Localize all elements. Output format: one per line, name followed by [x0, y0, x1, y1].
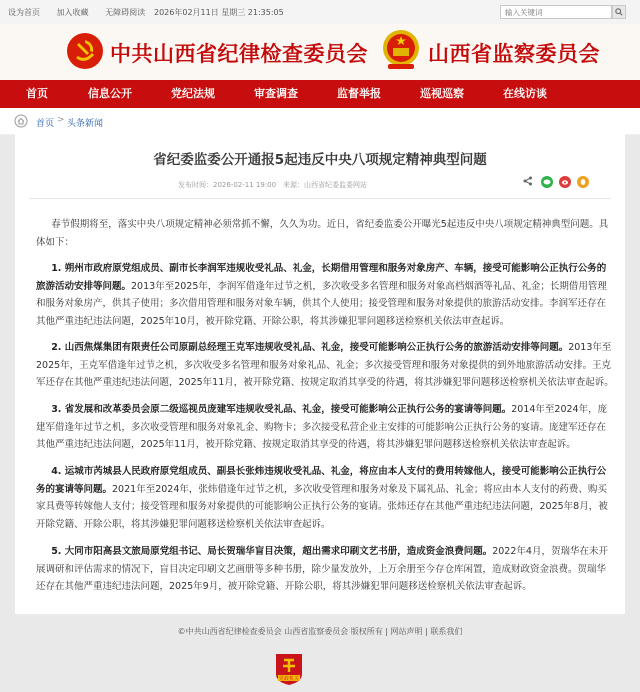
case-3-heading: 3. 省发展和改革委员会原二级巡视员庞建军违规收受礼品、礼金，接受可能影响公正执行公务的宴请等问题。 [51, 404, 512, 415]
article-title: 省纪委监委公开通报5起违反中央八项规定精神典型问题 [153, 152, 487, 168]
case-2-heading: 2. 山西焦煤集团有限责任公司原副总经理王克军违规收受礼品、礼金，接受可能影响公正执行公务的旅游活动安排等问题。 [51, 342, 569, 353]
search-button[interactable] [612, 5, 626, 19]
nav-interview[interactable]: 在线访谈 [503, 87, 547, 100]
party-emblem-icon [65, 31, 105, 71]
nav-inspection[interactable]: 巡视巡察 [420, 87, 464, 100]
nav-party-rules[interactable]: 党纪法规 [171, 87, 215, 100]
breadcrumb [0, 108, 640, 135]
main-nav [0, 80, 640, 108]
article-source: 来源：山西省纪委监委网站 [283, 181, 367, 189]
site-header [0, 24, 640, 80]
wechat-icon[interactable] [541, 176, 553, 188]
site-title-supervision: 山西省监察委员会 [428, 41, 600, 66]
nav-investigation[interactable]: 审查调查 [254, 87, 298, 100]
home-icon [14, 114, 28, 128]
case-4-body: 2021年至2024年，张炜借逢年过节之机，多次收受管理和服务对象及下属礼品、礼金；将应由本人支付的药费、购买家具费等转嫁他人支付；接受管理和服务对象提供的可能影响公正执行公务的宴请。张炜还存在其他严重违纪违法问题，2025年8月，被开除党籍、开除公职，将其涉嫌犯罪问题移送检察机关依法审查起诉。 [36, 483, 608, 530]
qq-icon[interactable] [577, 176, 589, 188]
add-favorite-link[interactable]: 加入收藏 [56, 8, 89, 17]
accessibility-link[interactable]: 无障碍阅读 [105, 8, 146, 17]
case-2-body: 2013年至2025年，王克军借逢年过节之机，多次收受多名管理和服务对象礼品、礼金；多次接受管理和服务对象提供的到外地旅游活动安排。王克军还存在其他严重违纪违法问题，2025年11月，被开除党籍、按规定取消其享受的待遇，将其涉嫌犯罪问题移送检察机关依法审查起诉。 [36, 342, 614, 388]
top-links [8, 7, 159, 18]
weibo-icon[interactable] [559, 176, 571, 188]
share-icon[interactable] [523, 176, 533, 186]
intro-text: 春节假期将至，落实中央八项规定精神必须常抓不懈，久久为功。近日，省纪委监委公开曝光5起违反中央八项规定精神典型问题。具体如下： [36, 219, 609, 248]
case-1-heading: 1. 朔州市政府原党组成员、副市长李润军违规收受礼品、礼金，长期借用管理和服务对象房产、车辆，接受可能影响公正执行公务的旅游活动安排等问题。 [36, 263, 607, 292]
breadcrumb-home[interactable]: 首页 [36, 119, 55, 129]
footer-text: ©中共山西省纪律检查委员会 山西省监察委员会 版权所有 | 网站声明 | 联系我们 [177, 627, 463, 636]
case-paragraph-4 [36, 463, 614, 533]
case-paragraph-2 [36, 339, 614, 392]
article-intro [36, 216, 614, 251]
case-4-heading: 4. 运城市芮城县人民政府原党组成员、副县长张炜违规收受礼品、礼金，将应由本人支付的费用转嫁他人，接受可能影响公正执行公务的宴请等问题。 [36, 466, 607, 495]
breadcrumb-current[interactable]: 头条新闻 [67, 119, 104, 129]
publish-time: 发布时间：2026-02-11 19:00 [178, 181, 277, 189]
title-divider [29, 198, 611, 199]
case-paragraph-5 [36, 543, 614, 596]
badge-label: 党政机关 [278, 676, 300, 682]
site-title-discipline: 中共山西省纪律检查委员会 [110, 41, 368, 66]
national-emblem-icon [380, 28, 422, 72]
case-paragraph-1 [36, 260, 614, 330]
breadcrumb-separator: > [57, 115, 65, 125]
case-3-body: 2014年至2024年，庞建军借逢年过节之机，多次收受管理和服务对象礼金、购物卡；多次接受私营企业主安排的可能影响公正执行公务的宴请。庞建军还存在其他严重违纪违法问题，2025年11月，被开除党籍、按规定取消其享受的待遇，将其涉嫌犯罪问题移送检察机关依法审查起诉。 [36, 404, 608, 450]
nav-info-disclosure[interactable]: 信息公开 [88, 87, 132, 100]
top-bar [0, 0, 640, 24]
nav-home[interactable]: 首页 [26, 87, 48, 100]
nav-report[interactable]: 监督举报 [337, 87, 381, 100]
case-5-body: 2022年4月，贺瑞华在未开展调研和评估需求的情况下，盲目决定印刷文艺画册等多种书册，除少量发放外，上万余册至今存仓库闲置，造成财政资金浪费。贺瑞华还存在其他严重违纪违法问题，2025年9月，被开除党籍、开除公职，将其涉嫌犯罪问题移送检察机关依法审查起诉。 [36, 546, 608, 592]
case-5-heading: 5. 大同市阳高县文旅局原党组书记、局长贺瑞华盲目决策，超出需求印刷文艺书册，造成资金浪费问题。 [51, 546, 493, 557]
party-government-badge-icon[interactable] [272, 652, 306, 686]
search-input[interactable] [500, 5, 612, 19]
case-1-body: 2013年至2025年，李润军借逢年过节之机，多次收受多名管理和服务对象高档烟酒等礼品、礼金；长期借用管理和服务对象房产，供其子使用；多次借用管理和服务对象车辆，供其个人使用；接受管理和服务对象提供的旅游活动安排。李润军还存在其他严重违纪违法问题，2025年10月，被开除党籍、开除公职，将其涉嫌犯罪问题移送检察机关依法审查起诉。 [36, 280, 607, 327]
search-icon [615, 8, 623, 16]
case-paragraph-3 [36, 401, 614, 454]
set-homepage-link[interactable]: 设为首页 [8, 8, 40, 17]
current-date: 2026年02月11日 星期三 21:35:05 [154, 8, 284, 17]
